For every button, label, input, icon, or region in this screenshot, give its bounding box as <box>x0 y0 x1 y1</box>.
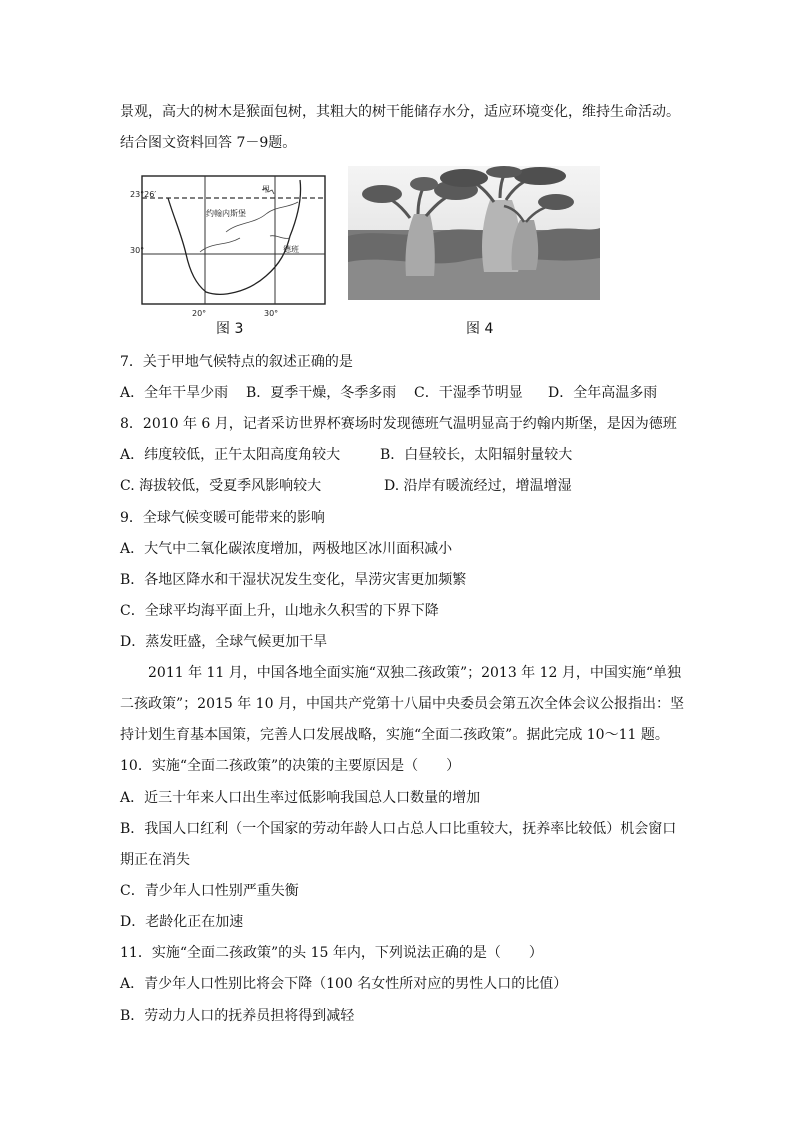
figure-3-caption: 图 3 <box>216 321 244 337</box>
q9-option-b: B．各地区降水和干湿状况发生变化，旱涝灾害更加频繁 <box>120 572 467 588</box>
q11-option-b: B．劳动力人口的抚养员担将得到减轻 <box>120 1008 355 1024</box>
figure-4-baobab-photo <box>348 166 600 300</box>
lon-30-label: 30° <box>264 309 279 318</box>
q8-option-c: C. 海拔较低，受夏季风影响较大 <box>120 478 322 494</box>
q10-option-b-line-2: 期正在消失 <box>120 852 190 868</box>
figure-4-caption: 图 4 <box>466 321 494 337</box>
q7-option-a: A．全年干旱少雨 <box>120 385 229 401</box>
q7-option-d: D．全年高温多雨 <box>548 385 658 401</box>
passage-line-1: 2011 年 11 月，中国各地全面实施“双独二孩政策”；2013 年 12 月，中国实施“单独 <box>148 665 682 681</box>
q10-option-a: A．近三十年来人口出生率过低影响我国总人口数量的增加 <box>120 790 481 806</box>
q10-option-d: D．老龄化正在加速 <box>120 914 244 930</box>
q9-option-c: C．全球平均海平面上升，山地永久积雪的下界下降 <box>120 603 439 619</box>
passage-line-2: 二孩政策”；2015 年 10 月，中国共产党第十八届中央委员会第五次全体会议公报指出：坚 <box>120 696 684 712</box>
intro-line-2: 结合图文资料回答 7－9题。 <box>120 135 297 151</box>
q9-option-d: D．蒸发旺盛，全球气候更加干旱 <box>120 634 328 650</box>
q7-option-b: B．夏季干燥，冬季多雨 <box>246 385 397 401</box>
q10-option-c: C．青少年人口性别严重失衡 <box>120 883 299 899</box>
q9-option-a: A．大气中二氧化碳浓度增加，两极地区冰川面积减小 <box>120 541 453 557</box>
q11-stem: 11．实施“全面二孩政策”的头 15 年内，下列说法正确的是（ ） <box>120 945 543 961</box>
lat-30-label: 30° <box>130 246 145 255</box>
lat-23-label: 23°26′ <box>130 190 157 199</box>
durban-label: 德班 <box>283 245 299 254</box>
q8-option-a: A．纬度较低，正午太阳高度角较大 <box>120 447 341 463</box>
q7-option-c: C．干湿季节明显 <box>414 385 523 401</box>
q10-option-b-line-1: B．我国人口红利（一个国家的劳动年龄人口占总人口比重较大，抚养率比较低）机会窗口 <box>120 821 677 837</box>
q8-stem: 8．2010 年 6 月，记者采访世界杯赛场时发现德班气温明显高于约翰内斯堡，是因为德班 <box>120 416 677 432</box>
q8-option-d: D. 沿岸有暖流经过，增温增湿 <box>384 478 572 494</box>
q9-stem: 9．全球气候变暖可能带来的影响 <box>120 510 325 526</box>
q7-stem: 7．关于甲地气候特点的叙述正确的是 <box>120 354 353 370</box>
lon-20-label: 20° <box>192 309 207 318</box>
passage-line-3: 持计划生育基本国策，完善人口发展战略，实施“全面二孩政策”。据此完成 10～11 题。 <box>120 727 669 743</box>
figure-3-map <box>130 176 330 318</box>
q11-option-a: A．青少年人口性别比将会下降（100 名女性所对应的男性人口的比值） <box>120 976 568 992</box>
q8-option-b: B．白昼较长，太阳辐射量较大 <box>380 447 573 463</box>
intro-line-1: 景观，高大的树木是猴面包树，其粗大的树干能储存水分，适应环境变化，维持生命活动。 <box>120 104 680 120</box>
jia-label: 甲 <box>262 185 270 194</box>
q10-stem: 10．实施“全面二孩政策”的决策的主要原因是（ ） <box>120 758 461 774</box>
johannesburg-label: 约翰内斯堡 <box>206 209 246 218</box>
